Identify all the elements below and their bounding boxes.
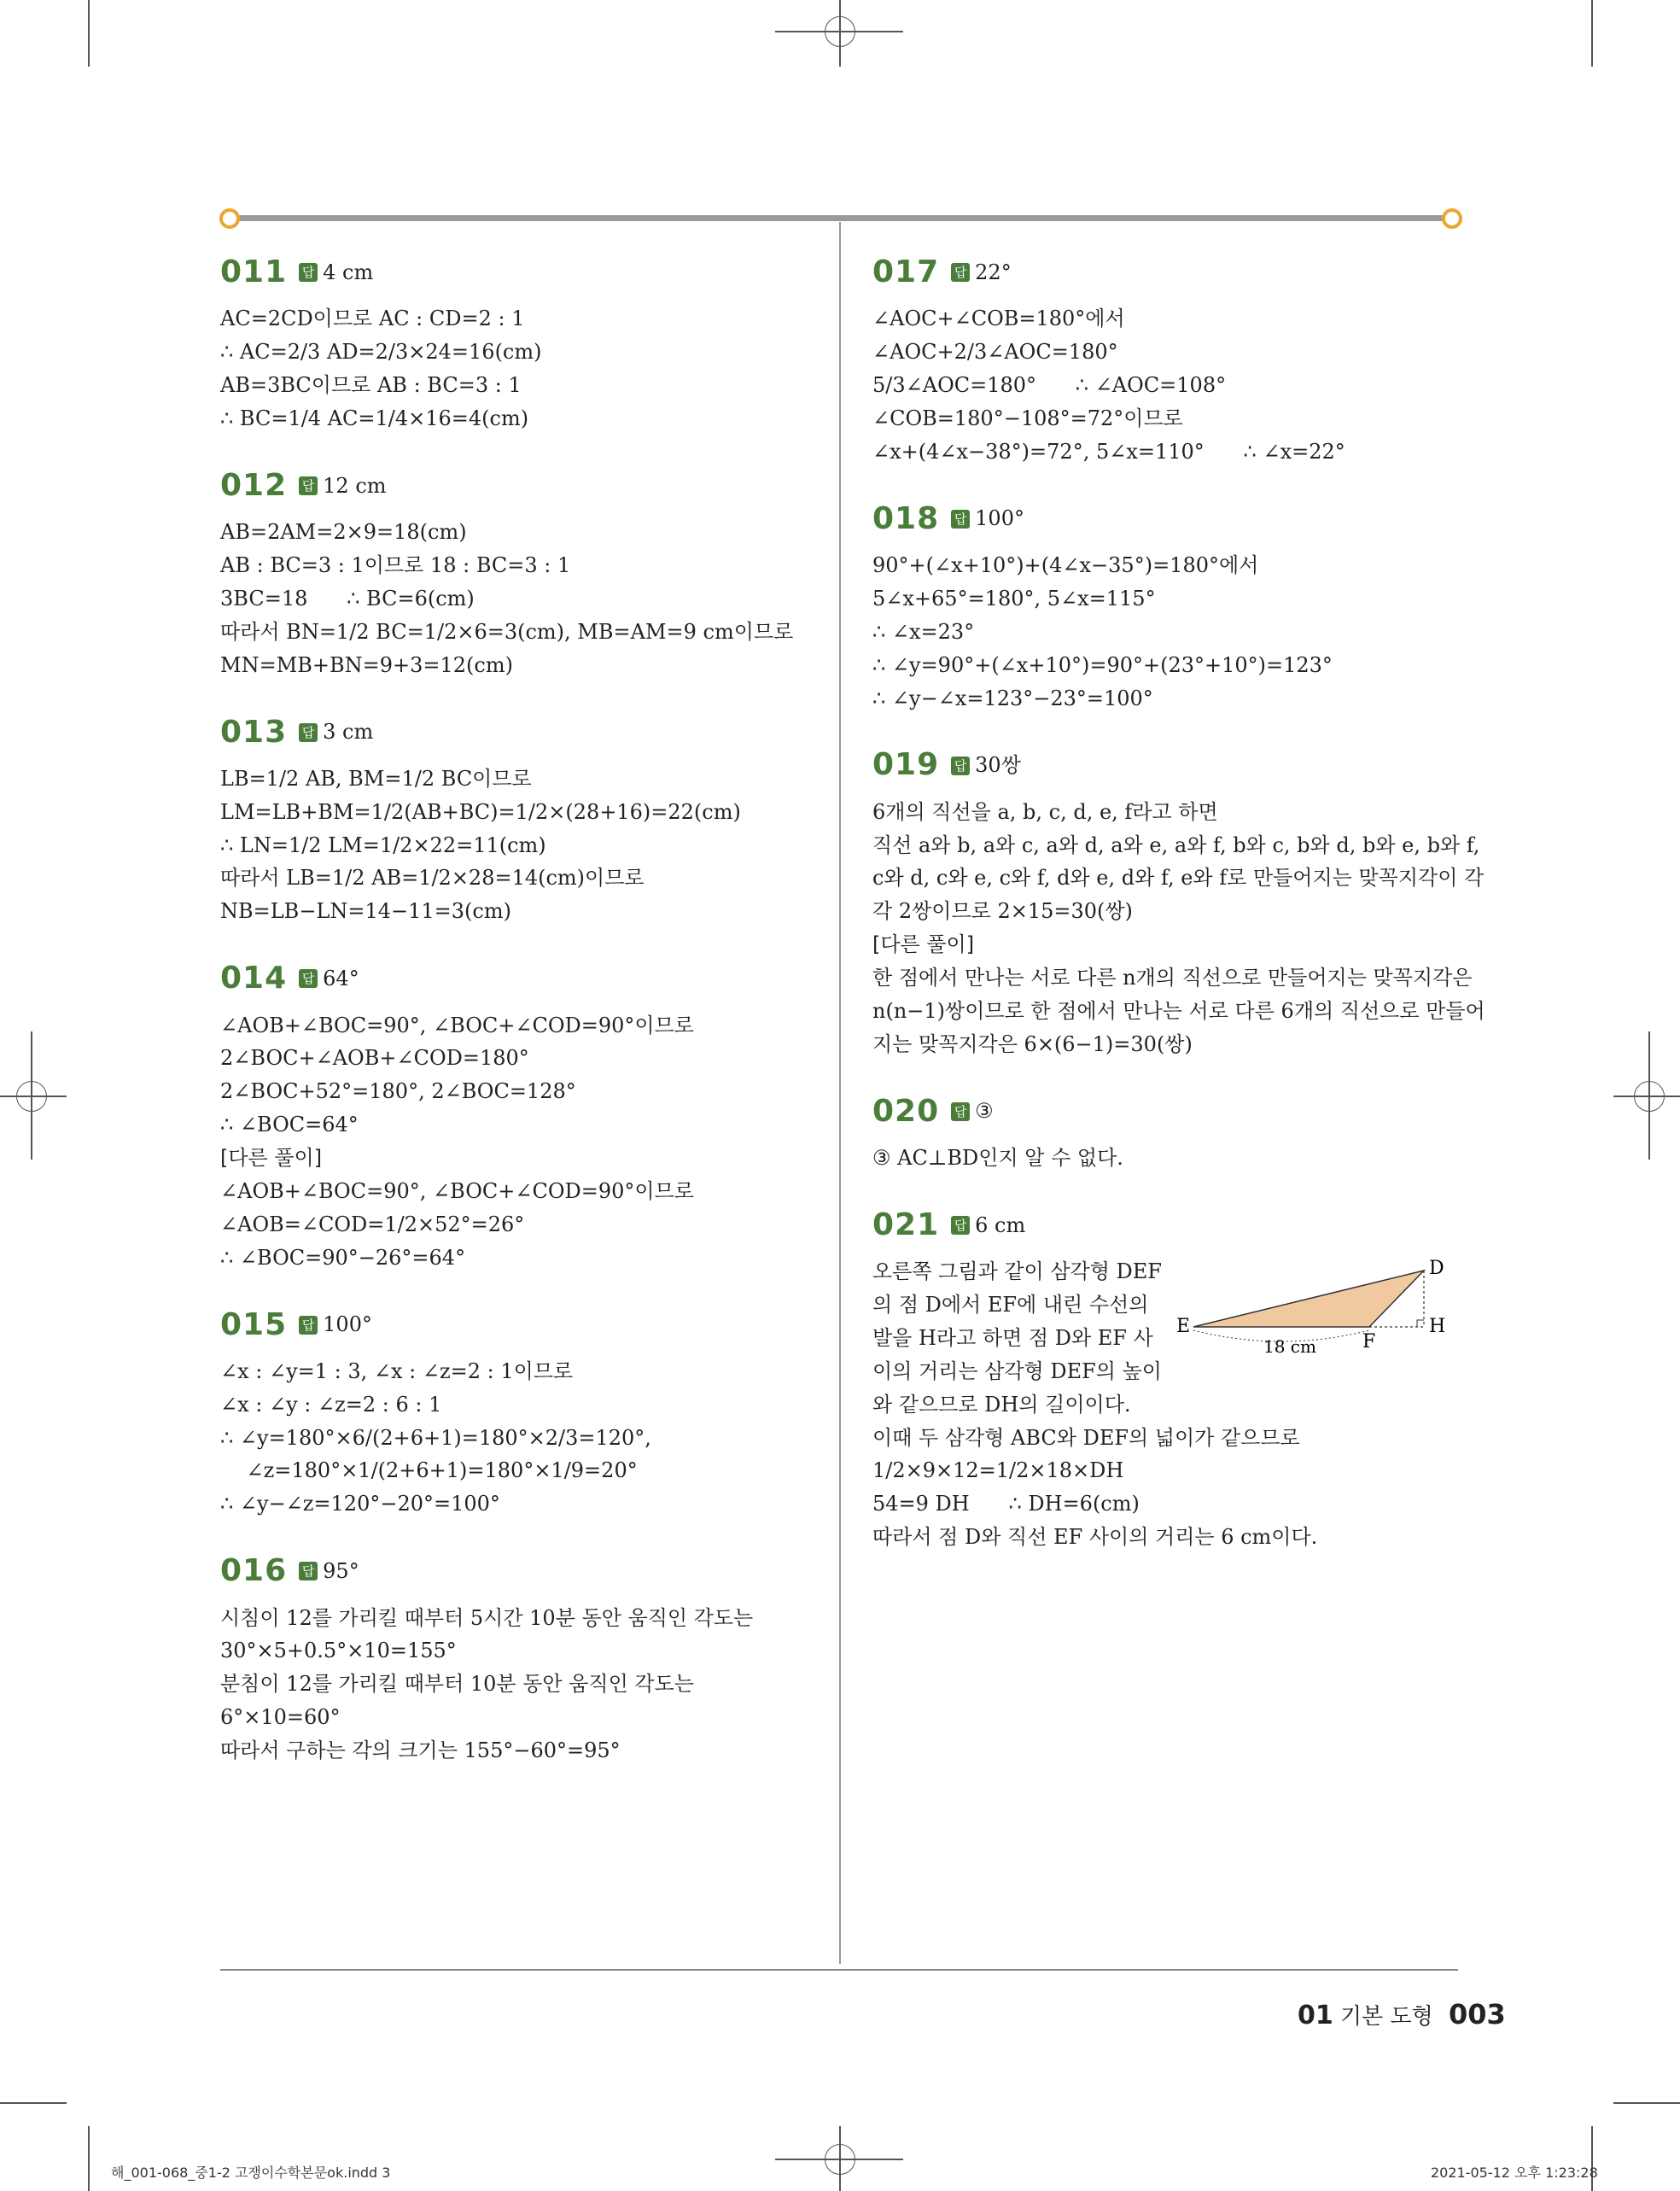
registration-circle — [825, 2144, 855, 2175]
label-e: E — [1176, 1316, 1191, 1338]
solution-line: ∴ ∠BOC=90°−26°=64° — [220, 1245, 466, 1270]
problem-014 — [220, 954, 818, 1274]
solution-line: ∠AOB=∠COD=1/2×52°=26° — [220, 1212, 525, 1236]
answer: 95° — [323, 1558, 359, 1583]
page-footer — [1298, 1998, 1506, 2030]
problem-number: 015 — [220, 1306, 288, 1342]
answer-badge: 답 — [951, 263, 970, 282]
solution-line: 5∠x+65°=180°, 5∠x=115° — [872, 586, 1156, 611]
answer: 6 cm — [975, 1212, 1026, 1237]
solution-line: 3BC=18 ∴ BC=6(cm) — [220, 586, 475, 611]
solution-line: 따라서 점 D와 직선 EF 사이의 거리는 6 cm이다. — [872, 1525, 1318, 1550]
solution-line: 따라서 구하는 각의 크기는 155°−60°=95° — [220, 1738, 621, 1762]
label-h: H — [1429, 1316, 1446, 1338]
solution-line: 2∠BOC+52°=180°, 2∠BOC=128° — [220, 1079, 576, 1104]
right-column — [872, 248, 1485, 1580]
bar-dot-right — [1442, 208, 1462, 229]
answer-badge: 답 — [951, 1216, 970, 1235]
solution-line: ∠AOB+∠BOC=90°, ∠BOC+∠COD=90°이므로 — [220, 1178, 694, 1203]
answer-badge: 답 — [951, 510, 970, 529]
solution-line: AB : BC=3 : 1이므로 18 : BC=3 : 1 — [220, 553, 571, 577]
solution-line: ∠AOC+2/3∠AOC=180° — [872, 340, 1118, 365]
answer: 100° — [323, 1312, 372, 1337]
alternate-solution-tag: [다른 풀이] — [220, 1146, 323, 1170]
label-d: D — [1429, 1259, 1444, 1280]
solution-line: 1/2×9×12=1/2×18×DH — [872, 1458, 1124, 1483]
solution-line: ∴ ∠y−∠x=123°−23°=100° — [872, 686, 1153, 710]
solution-line: 54=9 DH ∴ DH=6(cm) — [872, 1492, 1140, 1516]
solution-line: MN=MB+BN=9+3=12(cm) — [220, 652, 513, 677]
solution-line: n(n−1)쌍이므로 한 점에서 만나는 서로 다른 6개의 직선으로 만들어 — [872, 998, 1485, 1023]
registration-circle — [1634, 1081, 1665, 1112]
solution-line: ③ AC⊥BD인지 알 수 없다. — [872, 1146, 1123, 1170]
solution-line: ∠x : ∠y=1 : 3, ∠x : ∠z=2 : 1이므로 — [220, 1358, 574, 1383]
page-number: 003 — [1449, 1998, 1506, 2030]
label-f: F — [1362, 1331, 1376, 1353]
label-base-length: 18 cm — [1263, 1336, 1316, 1358]
problem-number: 011 — [220, 254, 288, 289]
problem-021 — [872, 1201, 1461, 1554]
problem-number: 014 — [220, 961, 288, 996]
triangle-def — [1193, 1271, 1424, 1327]
answer: 30쌍 — [975, 753, 1021, 778]
chapter-title: 기본 도형 — [1340, 2004, 1433, 2030]
crop-mark — [0, 2102, 67, 2104]
solution-line: 분침이 12를 가리킬 때부터 10분 동안 움직인 각도는 — [220, 1672, 694, 1697]
solution-line: 따라서 BN=1/2 BC=1/2×6=3(cm), MB=AM=9 cm이므로 — [220, 619, 794, 644]
solution-line: 오른쪽 그림과 같이 삼각형 DEF — [872, 1259, 1162, 1284]
solution-line: 6개의 직선을 a, b, c, d, e, f라고 하면 — [872, 799, 1218, 824]
solution-line: ∴ LN=1/2 LM=1/2×22=11(cm) — [220, 833, 546, 857]
alternate-solution-tag: [다른 풀이] — [872, 932, 975, 957]
solution-line: ∠COB=180°−108°=72°이므로 — [872, 406, 1183, 430]
solution-line: ∴ ∠y−∠z=120°−20°=100° — [220, 1492, 500, 1516]
left-column — [220, 248, 818, 1793]
solution-line: ∠x : ∠y : ∠z=2 : 6 : 1 — [220, 1392, 442, 1417]
solution-line: ∠AOC+∠COB=180°에서 — [872, 307, 1125, 331]
problem-number: 012 — [220, 467, 288, 503]
solution-line: 발을 H라고 하면 점 D와 EF 사 — [872, 1325, 1153, 1350]
solution-line: 지는 맞꼭지각은 6×(6−1)=30(쌍) — [872, 1031, 1193, 1056]
solution-line: AB=3BC이므로 AB : BC=3 : 1 — [220, 373, 522, 398]
solution-line: 2∠BOC+∠AOB+∠COD=180° — [220, 1046, 529, 1071]
solution-line: LM=LB+BM=1/2(AB+BC)=1/2×(28+16)=22(cm) — [220, 799, 741, 824]
chapter-number: 01 — [1298, 2001, 1333, 2030]
triangle-def-figure — [1163, 1259, 1453, 1361]
answer-badge: 답 — [299, 263, 318, 282]
answer: 100° — [975, 506, 1024, 531]
print-slug-timestamp: 2021-05-12 오후 1:23:28 — [1431, 2165, 1598, 2181]
print-slug-filename: 해_001-068_중1-2 고쟁이수학본문ok.indd 3 — [111, 2165, 391, 2181]
answer-badge: 답 — [299, 1316, 318, 1335]
crop-mark — [88, 2126, 90, 2191]
crop-mark — [88, 0, 90, 67]
registration-circle — [16, 1081, 47, 1112]
solution-line: ∴ ∠BOC=64° — [220, 1113, 359, 1137]
problem-011 — [220, 248, 818, 435]
solution-line: 따라서 LB=1/2 AB=1/2×28=14(cm)이므로 — [220, 866, 645, 891]
solution-line: 의 점 D에서 EF에 내린 수선의 — [872, 1293, 1149, 1318]
solution-line: 각 2쌍이므로 2×15=30(쌍) — [872, 899, 1133, 924]
solution-line: 이의 거리는 삼각형 DEF의 높이 — [872, 1358, 1162, 1383]
answer-badge: 답 — [299, 476, 318, 495]
problem-012 — [220, 461, 818, 682]
answer: 12 cm — [323, 473, 387, 498]
right-angle-mark — [1417, 1320, 1424, 1327]
solution-line: ∠z=180°×1/(2+6+1)=180°×1/9=20° — [220, 1458, 638, 1483]
answer: 22° — [975, 260, 1012, 284]
solution-line: 이때 두 삼각형 ABC와 DEF의 넓이가 같으므로 — [872, 1425, 1300, 1450]
answer: 64° — [323, 966, 359, 990]
problem-number: 021 — [872, 1207, 940, 1242]
solution-line: ∴ ∠y=90°+(∠x+10°)=90°+(23°+10°)=123° — [872, 652, 1333, 677]
solution-line: c와 d, c와 e, c와 f, d와 e, d와 f, e와 f로 만들어지는 맞꼭지각이 각 — [872, 866, 1485, 891]
crop-mark — [1591, 0, 1593, 67]
solution-line: 30°×5+0.5°×10=155° — [220, 1639, 457, 1663]
answer: 4 cm — [323, 260, 374, 284]
problem-number: 018 — [872, 500, 940, 536]
solution-line: 한 점에서 만나는 서로 다른 n개의 직선으로 만들어지는 맞꼭지각은 — [872, 966, 1473, 990]
solution-line: 90°+(∠x+10°)+(4∠x−35°)=180°에서 — [872, 553, 1259, 577]
bar-dot-left — [219, 208, 240, 229]
problem-number: 019 — [872, 747, 940, 783]
problem-number: 017 — [872, 254, 940, 289]
problem-016 — [220, 1546, 818, 1767]
answer-badge: 답 — [951, 757, 970, 775]
answer-badge: 답 — [299, 1562, 318, 1580]
problem-number: 016 — [220, 1553, 288, 1589]
answer-badge: 답 — [299, 969, 318, 988]
solution-line: NB=LB−LN=14−11=3(cm) — [220, 899, 511, 924]
solution-line: ∴ BC=1/4 AC=1/4×16=4(cm) — [220, 406, 529, 430]
solution-line: LB=1/2 AB, BM=1/2 BC이므로 — [220, 766, 532, 791]
solution-line: ∴ ∠x=23° — [872, 619, 975, 644]
answer-badge: 답 — [951, 1102, 970, 1121]
answer: ③ — [975, 1099, 994, 1124]
solution-line: ∠x+(4∠x−38°)=72°, 5∠x=110° ∴ ∠x=22° — [872, 439, 1345, 464]
answer-badge: 답 — [299, 723, 318, 742]
solution-line: ∴ AC=2/3 AD=2/3×24=16(cm) — [220, 340, 542, 365]
solution-line: AC=2CD이므로 AC : CD=2 : 1 — [220, 307, 525, 331]
solution-line: AB=2AM=2×9=18(cm) — [220, 520, 467, 545]
solution-line: 시침이 12를 가리킬 때부터 5시간 10분 동안 움직인 각도는 — [220, 1605, 754, 1630]
problem-018 — [872, 494, 1461, 716]
solution-line: ∴ ∠y=180°×6/(2+6+1)=180°×2/3=120°, — [220, 1425, 651, 1450]
problem-number: 013 — [220, 714, 288, 750]
problem-015 — [220, 1300, 818, 1522]
problem-number: 020 — [872, 1093, 940, 1129]
solution-line: 직선 a와 b, a와 c, a와 d, a와 e, a와 f, b와 c, b와 d, b와 e, b와 f, — [872, 833, 1480, 857]
solution-line: 와 같으므로 DH의 길이이다. — [872, 1392, 1131, 1417]
registration-circle — [825, 16, 855, 47]
problem-020 — [872, 1087, 1461, 1175]
solution-line: 5/3∠AOC=180° ∴ ∠AOC=108° — [872, 373, 1227, 398]
top-bar — [226, 215, 1449, 221]
crop-mark — [1613, 2102, 1680, 2104]
solution-line: ∠AOB+∠BOC=90°, ∠BOC+∠COD=90°이므로 — [220, 1013, 694, 1037]
solution-line: 6°×10=60° — [220, 1705, 341, 1730]
problem-017 — [872, 248, 1461, 469]
answer: 3 cm — [323, 720, 374, 745]
column-divider — [839, 222, 841, 1964]
problem-013 — [220, 708, 818, 929]
bottom-rule — [220, 1969, 1458, 1971]
problem-019 — [872, 740, 1485, 1060]
